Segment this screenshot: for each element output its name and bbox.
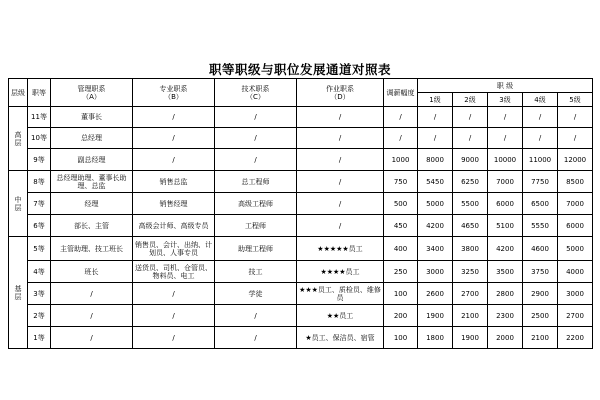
level-cell: 2700: [453, 283, 488, 305]
level-cell: 3500: [488, 261, 523, 283]
mgmt-cell: /: [51, 305, 133, 327]
level-cell: 5500: [453, 193, 488, 215]
grade-cell: 3等: [28, 283, 51, 305]
table-row: [9, 128, 593, 149]
table-row: [9, 261, 593, 283]
prof-cell: /: [133, 327, 215, 349]
header-level-group: 职 级: [418, 79, 593, 93]
level-cell: 8000: [418, 149, 453, 171]
level-cell: 2700: [558, 305, 593, 327]
level-cell: 6000: [558, 215, 593, 237]
ops-cell: ★★★员工、质检员、维修员: [297, 283, 384, 305]
grade-cell: 7等: [28, 193, 51, 215]
header-prof: 专业职系 （B）: [133, 79, 215, 107]
level-cell: 10000: [488, 149, 523, 171]
level-cell: 1900: [418, 305, 453, 327]
range-cell: 100: [384, 283, 418, 305]
table-row: [9, 327, 593, 349]
tech-cell: 高级工程师: [215, 193, 297, 215]
level-cell: /: [418, 107, 453, 128]
ops-cell: ★★★★员工: [297, 261, 384, 283]
level-cell: 5550: [523, 215, 558, 237]
prof-cell: 销售总监: [133, 171, 215, 193]
grade-cell: 11等: [28, 107, 51, 128]
ops-cell: /: [297, 171, 384, 193]
level-cell: 6000: [488, 193, 523, 215]
level-cell: /: [488, 128, 523, 149]
level-cell: 5000: [558, 237, 593, 261]
table-row: [9, 193, 593, 215]
level-cell: 2200: [558, 327, 593, 349]
header-row-top: [9, 79, 593, 93]
table-row: [9, 237, 593, 261]
level-cell: 2600: [418, 283, 453, 305]
level-cell: 2900: [523, 283, 558, 305]
grade-cell: 9等: [28, 149, 51, 171]
range-cell: /: [384, 128, 418, 149]
level-cell: 2100: [453, 305, 488, 327]
header-level-4: 4级: [523, 93, 558, 107]
level-cell: 4200: [488, 237, 523, 261]
tech-cell: /: [215, 128, 297, 149]
header-salary-range: 调薪幅度: [384, 79, 418, 107]
range-cell: 500: [384, 193, 418, 215]
tech-cell: 总工程师: [215, 171, 297, 193]
tech-cell: 助理工程师: [215, 237, 297, 261]
ops-cell: /: [297, 193, 384, 215]
prof-cell: 销售员、会计、出纳、计划员、人事专员: [133, 237, 215, 261]
level-cell: 5000: [418, 193, 453, 215]
level-cell: 1900: [453, 327, 488, 349]
level-cell: 11000: [523, 149, 558, 171]
grade-cell: 4等: [28, 261, 51, 283]
level-cell: /: [558, 107, 593, 128]
header-ops: 作业职系 （D）: [297, 79, 384, 107]
level-cell: 2000: [488, 327, 523, 349]
table-row: [9, 149, 593, 171]
ops-cell: /: [297, 149, 384, 171]
level-cell: 3750: [523, 261, 558, 283]
level-cell: /: [488, 107, 523, 128]
level-cell: 4200: [418, 215, 453, 237]
level-cell: /: [453, 128, 488, 149]
table-row: [9, 215, 593, 237]
mgmt-cell: 总经理助理、董事长助理、总监: [51, 171, 133, 193]
grade-cell: 1等: [28, 327, 51, 349]
level-cell: 9000: [453, 149, 488, 171]
prof-cell: /: [133, 149, 215, 171]
header-tech: 技术职系 （C）: [215, 79, 297, 107]
header-level-1: 1级: [418, 93, 453, 107]
grade-cell: 2等: [28, 305, 51, 327]
tech-cell: 工程师: [215, 215, 297, 237]
prof-cell: 高级会计师、高级专员: [133, 215, 215, 237]
tech-cell: /: [215, 149, 297, 171]
range-cell: 450: [384, 215, 418, 237]
prof-cell: /: [133, 128, 215, 149]
prof-cell: /: [133, 305, 215, 327]
level-cell: 3000: [418, 261, 453, 283]
table-row: [9, 107, 593, 128]
level-cell: 2500: [523, 305, 558, 327]
level-cell: 3800: [453, 237, 488, 261]
tier-label-base: 基 层: [9, 237, 28, 349]
level-cell: 2800: [488, 283, 523, 305]
level-cell: 5450: [418, 171, 453, 193]
prof-cell: 送货员、司机、仓管员、物料员、电工: [133, 261, 215, 283]
level-cell: 2100: [523, 327, 558, 349]
level-cell: /: [453, 107, 488, 128]
range-cell: 750: [384, 171, 418, 193]
mgmt-cell: 班长: [51, 261, 133, 283]
ops-cell: /: [297, 215, 384, 237]
header-level-2: 2级: [453, 93, 488, 107]
tier-label-middle: 中 层: [9, 171, 28, 237]
prof-cell: /: [133, 107, 215, 128]
level-cell: 3400: [418, 237, 453, 261]
tech-cell: 学徒: [215, 283, 297, 305]
table-row: [9, 305, 593, 327]
range-cell: 1000: [384, 149, 418, 171]
tech-cell: /: [215, 327, 297, 349]
mgmt-cell: 副总经理: [51, 149, 133, 171]
level-cell: 12000: [558, 149, 593, 171]
level-cell: 3250: [453, 261, 488, 283]
tech-cell: 技工: [215, 261, 297, 283]
table-row: [9, 283, 593, 305]
level-cell: 1800: [418, 327, 453, 349]
header-tier: 层级: [9, 79, 28, 107]
grade-cell: 8等: [28, 171, 51, 193]
header-grade: 职等: [28, 79, 51, 107]
grade-table: [8, 78, 593, 349]
range-cell: 100: [384, 327, 418, 349]
header-level-5: 5级: [558, 93, 593, 107]
level-cell: 8500: [558, 171, 593, 193]
tier-label-senior: 高 层: [9, 107, 28, 171]
prof-cell: 销售经理: [133, 193, 215, 215]
grade-cell: 6等: [28, 215, 51, 237]
level-cell: 4650: [453, 215, 488, 237]
grade-cell: 10等: [28, 128, 51, 149]
level-cell: 7000: [488, 171, 523, 193]
mgmt-cell: 部长、主管: [51, 215, 133, 237]
level-cell: 5100: [488, 215, 523, 237]
level-cell: 4600: [523, 237, 558, 261]
table-row: [9, 171, 593, 193]
mgmt-cell: /: [51, 283, 133, 305]
level-cell: 6250: [453, 171, 488, 193]
range-cell: 400: [384, 237, 418, 261]
ops-cell: ★★★★★员工: [297, 237, 384, 261]
header-level-3: 3级: [488, 93, 523, 107]
mgmt-cell: 总经理: [51, 128, 133, 149]
ops-cell: /: [297, 107, 384, 128]
mgmt-cell: /: [51, 327, 133, 349]
prof-cell: /: [133, 283, 215, 305]
level-cell: 4000: [558, 261, 593, 283]
ops-cell: ★★员工: [297, 305, 384, 327]
level-cell: /: [558, 128, 593, 149]
level-cell: 7000: [558, 193, 593, 215]
mgmt-cell: 主管助理、技工班长: [51, 237, 133, 261]
ops-cell: ★员工、保洁员、宿管: [297, 327, 384, 349]
mgmt-cell: 经理: [51, 193, 133, 215]
tech-cell: /: [215, 107, 297, 128]
range-cell: 200: [384, 305, 418, 327]
level-cell: 7750: [523, 171, 558, 193]
level-cell: /: [418, 128, 453, 149]
page-title: 职等职级与职位发展通道对照表: [208, 62, 391, 77]
ops-cell: /: [297, 128, 384, 149]
grade-cell: 5等: [28, 237, 51, 261]
range-cell: 250: [384, 261, 418, 283]
range-cell: /: [384, 107, 418, 128]
level-cell: /: [523, 107, 558, 128]
header-mgmt: 管理职系 （A）: [51, 79, 133, 107]
level-cell: /: [523, 128, 558, 149]
tech-cell: /: [215, 305, 297, 327]
level-cell: 2300: [488, 305, 523, 327]
level-cell: 6500: [523, 193, 558, 215]
level-cell: 3000: [558, 283, 593, 305]
mgmt-cell: 董事长: [51, 107, 133, 128]
